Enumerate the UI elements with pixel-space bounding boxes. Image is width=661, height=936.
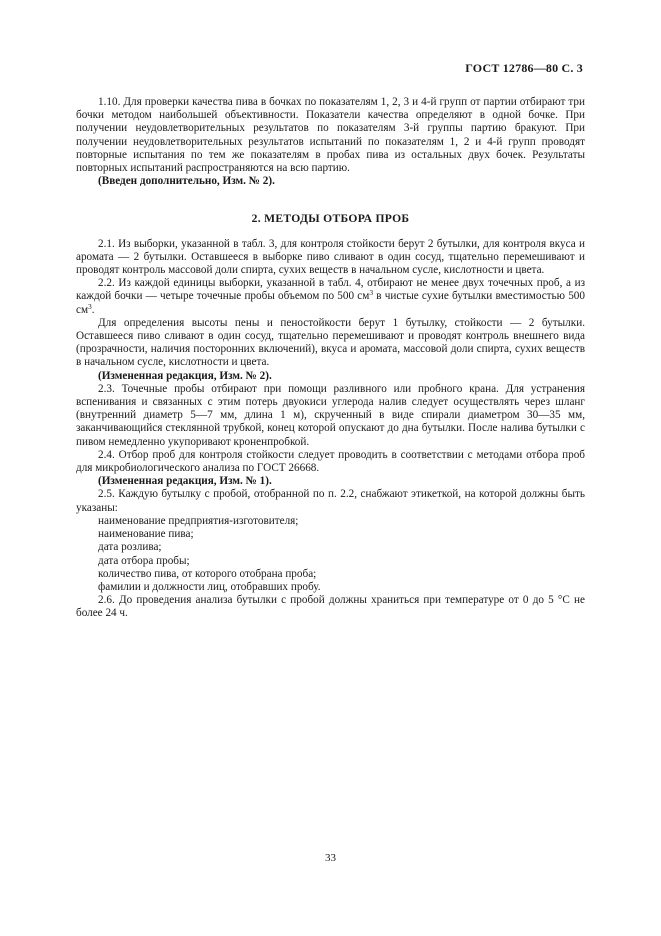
list-item: наименование предприятия-изготовителя; — [98, 514, 299, 527]
amendment-note: (Измененная редакция, Изм. № 1). — [98, 475, 272, 488]
document-header: ГОСТ 12786—80 С. 3 — [465, 61, 583, 75]
paragraph-2-2-continued: Для определения высоты пены и пеностойкости берут 1 бутылку, стойкости — 2 бутылки. Оставшееся пиво сливают в один сосуд, тщательно перемешивают и проводят контроль внешнего вида (прозрачности, наличия посторонних включений), вкуса и аромата, массовой доли спирта, сухих веществ в начальном сусле, кислотности и цвета. — [76, 316, 585, 369]
list-item: дата отбора пробы; — [98, 554, 190, 567]
paragraph-2-3: 2.3. Точечные пробы отбирают при помощи разливного или пробного крана. Для устранения вспенивания и связанных с этим потерь двуокиси углерода налив следует осуществлять через шланг (внутренний диаметр 5—7 мм, длина 1 м), скрученный в виде спирали диаметром 30—35 мм, заканчивающийся стеклянной трубкой, конец которой опускают до дна бутылки. После налива бутылки с пивом немедленно укупоривают кроненпробкой. — [76, 382, 585, 448]
page-body — [76, 96, 585, 621]
paragraph-1-10: 1.10. Для проверки качества пива в бочках по показателям 1, 2, 3 и 4-й групп от партии отбирают три бочки методом наибольшей объективности. Показатели качества определяют в одной бочке. При получении неудовлетворительных результатов по показателям 3-й группы партию бракуют. При получении неудовлетворительных результатов испытаний по показателям 1, 2 и 4-й групп проводят повторные испытания по тем же показателям в пробах пива из остальных двух бочек. Результаты повторных испытаний распространяются на всю партию. — [76, 96, 585, 175]
paragraph-2-5: 2.5. Каждую бутылку с пробой, отобранной по п. 2.2, снабжают этикеткой, на которой должны быть указаны: — [76, 488, 585, 514]
list-item: наименование пива; — [98, 528, 194, 541]
paragraph-2-4: 2.4. Отбор проб для контроля стойкости следует проводить в соответствии с методами отбора проб для микробиологического анализа по ГОСТ 26668. — [76, 448, 585, 475]
list-item: количество пива, от которого отобрана проба; — [98, 567, 317, 580]
section-title: 2. МЕТОДЫ ОТБОРА ПРОБ — [251, 212, 410, 226]
paragraph-2-1: 2.1. Из выборки, указанной в табл. 3, для контроля стойкости берут 2 бутылки, для контроля вкуса и аромата — 2 бутылки. Оставшееся в выборке пиво сливают в один сосуд, тщательно перемешивают и проводят контроль массовой доли спирта, сухих веществ в начальном сусле, кислотности и цвета. — [76, 237, 585, 277]
paragraph-2-6: 2.6. До проведения анализа бутылки с пробой должны храниться при температуре от 0 до 5 °С не более 24 ч. — [76, 594, 585, 620]
paragraph-2-2-part-c: . — [91, 303, 95, 316]
superscript-cubic: 3 — [88, 301, 92, 311]
page-number: 33 — [325, 852, 336, 864]
paragraph-2-2-part-b: в чистые сухие бутылки вместимостью 500 см — [76, 290, 585, 316]
amendment-note: (Измененная редакция, Изм. № 2). — [98, 369, 272, 382]
amendment-note: (Введен дополнительно, Изм. № 2). — [98, 175, 275, 188]
list-item: дата розлива; — [98, 541, 162, 554]
paragraph-2-2 — [76, 277, 585, 317]
list-item: фамилии и должности лиц, отобравших пробу. — [98, 580, 321, 593]
superscript-cubic: 3 — [369, 288, 374, 298]
paragraph-2-2-part-a: 2.2. Из каждой единицы выборки, указанной в табл. 4, отбирают не менее двух точечных проб, а из каждой бочки — четыре точечные пробы объемом по 500 см — [76, 277, 585, 303]
label-items-list — [76, 515, 585, 594]
